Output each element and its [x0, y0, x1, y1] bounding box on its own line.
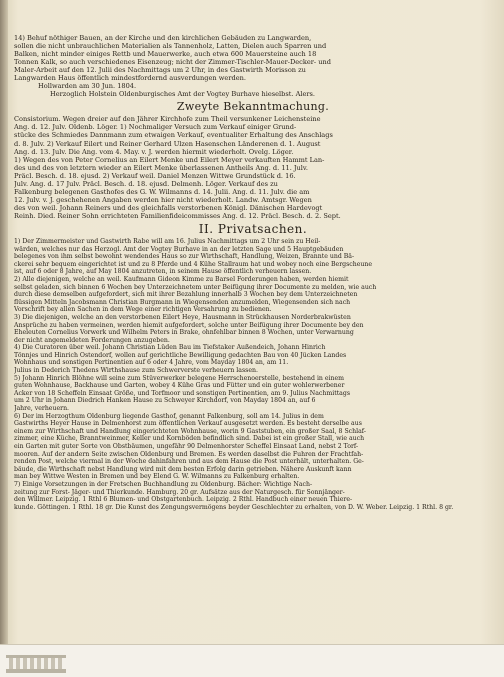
digitization-footer	[0, 644, 504, 677]
text-line: 4) Die Curatoren über weil. Johann Christian Lüden Bau im Tiefstaker Außendeich, Johann Hinrich	[14, 344, 326, 352]
text-line: kunde. Göttingen. 1 Rthl. 18 gr. Die Kunst des Zengungsvermögens beyder Geschlechter zu erhalten, von D. W. Weber. Leipzig. 1 Rthl. 8 gr.	[14, 503, 454, 511]
text-line: man bey Wittwe Westen in Bremen und bey Elend G. W. Wilmanns zu Falkenburg erhalten.	[14, 473, 300, 481]
heading-zweyte-bekanntmachung: Zweyte Bekanntmachung.	[176, 100, 330, 114]
text-line: flüssigen Mitteln Jacobsmann Christian Burgmann in Wiegensenden anzumelden, Wiegensenden sich nach	[14, 298, 351, 306]
text-line: um 2 Uhr in Johann Diedrich Hanken Hause zu Schweyer Kirchdorf, von Mayday 1804 an, auf 6	[14, 397, 316, 405]
text-line: Langwarden Haus öffentlich mindestfordernd ausverdungen werden.	[14, 74, 246, 83]
text-line: selbst geladen, sich binnen 6 Wochen bey Unterzeichnetem unter Beifügung ihrer Documente zu melden, wie auch	[14, 283, 377, 291]
text-line: Tonnen Kalk, so auch verschiedenes Eisenzeug; nicht der Zimmer-Tischler-Mauer-Decker- und	[14, 58, 331, 67]
text-line: durch diese demselben aufgefordert, sich mit ihrer Bezahlung innerhalb 3 Wochen bey dem Unterzeichneten	[14, 291, 358, 299]
text-line: Julius in Dederich Thedens Wirthshause zum Schwerverste verheuern lassen.	[14, 367, 258, 375]
text-line: Consistorium. Wegen dreier auf den Jährer Kirchhofe zum Theil versunkener Leichensteine	[14, 115, 321, 124]
text-line: 2) Alle diejenigen, welche an weil. Kaufmann Gideon Kimme zu Barsel Forderungen haben, werden hiemit	[14, 275, 349, 283]
heading-privatsachen: II. Privatsachen.	[198, 221, 308, 236]
text-line: des und des von letztern wieder an Eilert Menke überlassenen Antheils Ang. d. 11. Julv.	[14, 163, 308, 172]
document-page	[14, 34, 492, 644]
text-line: Ang. d. 13. Julv. Die Ang. vom 4. May. v. J. werden hiermit wiederholt. Ovelg. Löger.	[14, 147, 294, 156]
section-consistorium	[14, 115, 492, 220]
text-line: Julv. Ang. d. 17 Julv. Präcl. Besch. d. 18. ejusd. Delmenh. Löger. Verkauf des zu	[14, 179, 278, 188]
text-line: Acker von 18 Scheffeln Einsaat Größe, und Torfmoor und sonstigen Pertinentien, am 9. Julius Nachmittags	[14, 389, 351, 397]
text-line: ist, auf 6 oder 8 Jahre, auf May 1804 anzutreten, in seinem Hause öffentlich verheuern lassen.	[14, 268, 312, 276]
signature-line: Herzoglich Holstein Oldenburgisches Amt der Vogtey Burhave hieselbst. Alers.	[50, 90, 315, 99]
text-line: 7) Einige Vorsetzungen in der Fretschen Buchhandlung zu Oldenburg. Bächer: Wichtige Nach-	[14, 480, 313, 488]
text-line: Maler-Arbeit auf den 12. Julii des Nachmittags um 2 Uhr, in des Gastwirth Morisson zu	[14, 66, 306, 75]
text-line: Wohnhaus und sonstigen Pertinentien auf 6 oder 4 Jahre, vom Mayday 1804 an, am 11.	[14, 359, 289, 367]
text-line: 1) Wegen des von Peter Cornelius an Eilert Menke und Eilert Meyer verkauften Hammt Lan-	[14, 155, 325, 164]
text-line: Reinh. Died. Reiner Sohn errichteten Familienfideicommisses Ang. d. 12. Präcl. Besch. d. 2. Sept.	[14, 211, 341, 220]
text-line: zimmer, eine Küche, Branntweinmer, Keller und Kornböden befindlich sind. Dabei ist ein großer Stall, wie auch	[14, 435, 365, 443]
library-logo-icon	[6, 652, 66, 674]
text-line: mooren. Auf der andern Seite zwischen Oldenburg und Bremen. Es werden daselbst die Fuhren der Frachtfah-	[14, 450, 364, 458]
text-line: d. 8. Julv. 2) Verkauf Eilert und Reiner Gerhard Ulzen Hasenschen Länderenen d. 1. August	[14, 139, 321, 148]
text-line: 5) Johann Hinrich Blöhne will seine zum Stüverwerker belegene Herrschenoerstelle, bestehend in einem	[14, 374, 345, 382]
text-line: 12. Julv. v. J. geschehenen Angaben werden hier nicht wiederholt. Landw. Amtsgr. Wegen	[14, 195, 312, 204]
section-kirchen-bauen	[14, 34, 492, 98]
text-line: wärden, welches nur das Herzogl. Amt der Vogtey Burhave in an der letzten Sage und 5 Hauptgebäuden	[14, 245, 344, 253]
text-line: des von weil. Johann Reiners und des gleichfalls verstorbenen Königl. Dänischen Hardevogt	[14, 203, 323, 212]
dateline: Hollwarden am 30 Jun. 1804.	[38, 82, 137, 91]
text-line: sollen die nicht unbrauchlichen Materialien als Tannenholz, Latten, Dielen auch Sparren und	[14, 42, 327, 51]
text-line: renden Post, welche viermal in der Woche dahinfahren und aus dem Hause die Post unterhält, unterhalten. Ge-	[14, 458, 364, 466]
text-line: guten Wohnhause, Backhause und Garten, wobey 4 Kühe Gras und Fütter und ein guter wohlerwerbener	[14, 382, 345, 390]
text-line: 14) Behuf nöthiger Bauen, an der Kirche und den kirchlichen Gebäuden zu Langwarden,	[14, 34, 312, 42]
section-privatsachen	[14, 238, 492, 511]
text-line: bäude, die Wirthschaft nebst Handlung wird mit dem besten Erfolg darin getrieben. Nähere Auskunft kann	[14, 465, 352, 473]
text-line: 1) Der Zimmermeister und Gastwirth Rabe will am 16. Julius Nachmittags um 2 Uhr sein zu Heil-	[14, 237, 321, 245]
text-line: zeitung zur Forst- Jäger- und Thierkunde. Hamburg. 20 gr. Aufsätze aus der Naturgesch. für Sonnjänger-	[14, 488, 345, 496]
text-line: belegenes von ihm selbst bewohnt wendendes Haus so zur Wirthschaft, Handlung, Weizen, Brannte und Bä-	[14, 253, 355, 261]
text-line: Präcl. Besch. d. 18. ejusd. 2) Verkauf weil. Daniel Menzen Wittwe Grundstück d. 16.	[14, 171, 296, 180]
text-line: den Willmer. Leipzig. 1 Rthl 6 Blumen- und Obstgartenbuch. Leipzig. 2 Rthl. Handbuch einer neuen Thiere-	[14, 496, 353, 504]
text-line: Balken, nicht minder einiges Rettb und Mauerwerke, auch etwa 600 Mauersteine auch 18	[14, 50, 317, 59]
text-line: der nicht angemeldeten Forderungen anzugeben.	[14, 336, 170, 344]
page-binding-edge	[0, 0, 8, 676]
text-line: Eheleuten Cornelius Vorwerk und Wilhelm Peters in Brake, ohnfehlbar binnen 8 Wochen, unter Verwarnung	[14, 329, 354, 337]
text-line: 6) Der im Herzogthum Oldenburg liegende Gasthof, genannt Falkenburg, soll am 14. Julius in dem	[14, 412, 324, 420]
text-line: Gastwirths Heyer Hause in Delmenhorst zum öffentlichen Verkauf ausgesetzt werden. Es besteht derselbe aus	[14, 420, 362, 428]
text-line: 3) Die diejenigen, welche an den verstorbenen Eilert Heye, Hausmann in Strückhausen Norderbrakwüsten	[14, 313, 351, 321]
text-line: ein Garten mit guter Sorte von Obstbäumen, ungefähr 90 Delmenhorster Scheffel Einsaat Land, nebst 2 Torf-	[14, 443, 359, 451]
text-line: Tönnjes und Hinrich Ostendorf, wollen auf gerichtliche Bewilligung gedachten Bau von 40 Jücken Landes	[14, 351, 347, 359]
text-line: ckerei sehr bequem eingerichtet ist und zu 8 Pferde und 4 Kühe Stallraum hat und wobey noch eine Bergscheune	[14, 260, 373, 268]
text-line: Ansprüche zu haben vermeinen, werden hiemit aufgefordert, solche unter Beifügung ihrer Documente bey den	[14, 321, 364, 329]
text-line: Falkenburg belegenen Gasthofes des G. W. Wilmanns d. 14. Julii. Ang. d. 11. Julv. die am	[14, 187, 310, 196]
text-line: Vorschrift bey allen Sachen in dem Wege einer richtigen Versahrung zu bedienen.	[14, 306, 272, 314]
text-line: Jahre, verheuern.	[14, 405, 70, 413]
text-line: stücke des Schmiedes Dannmann zum etwaigen Verkauf, eventualiter Erhaltung des Anschlags	[14, 131, 333, 140]
text-line: Ang. d. 12. Julv. Oldenb. Löger. 1) Nochmaliger Versuch zum Verkauf einiger Grund-	[14, 123, 297, 132]
text-line: einem zur Wirthschaft und Handlung eingerichteten Wohnhause, worin 9 Gaststuben, ein großer Saal, 8 Schlaf-	[14, 427, 366, 435]
